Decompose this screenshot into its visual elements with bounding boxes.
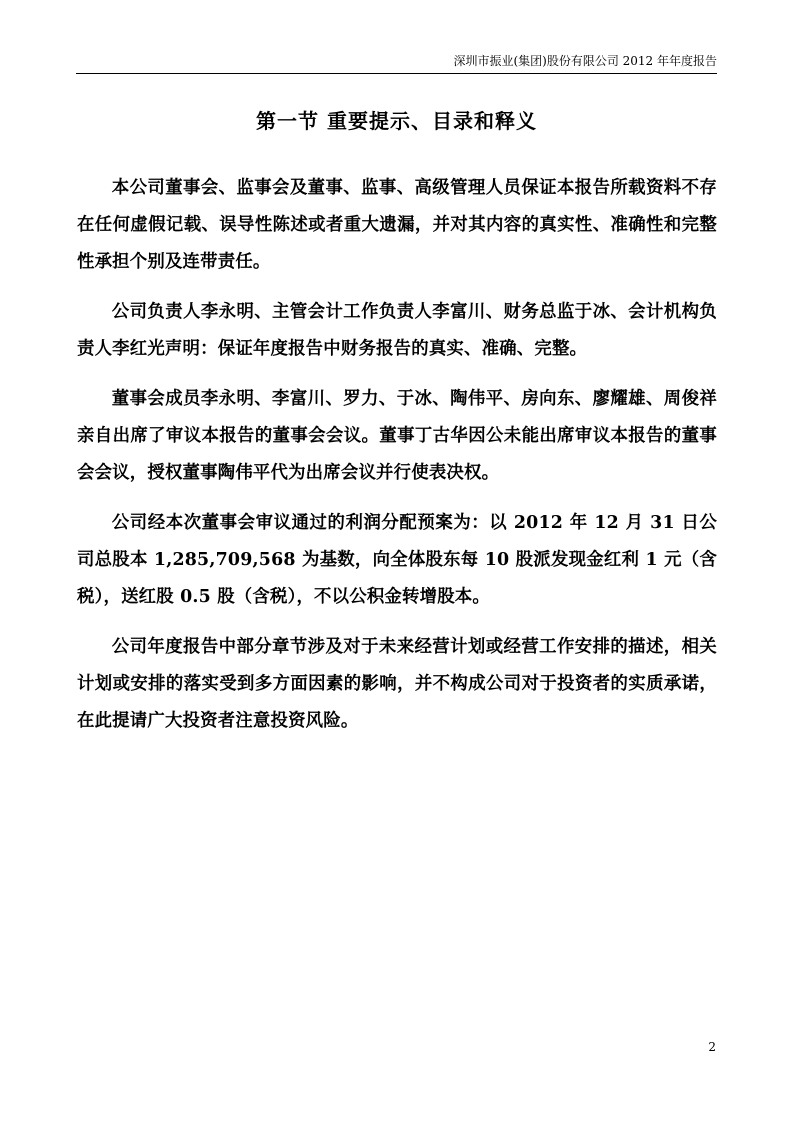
paragraph-financial-declaration: 公司负责人李永明、主管会计工作负责人李富川、财务总监于冰、会计机构负责人李红光声明：保证年度报告中财务报告的真实、准确、完整。	[77, 302, 717, 359]
paragraph-risk-warning: 公司年度报告中部分章节涉及对于未来经营计划或经营工作安排的描述，相关计划或安排的落实受到多方面因素的影响，并不构成公司对于投资者的实质承诺，在此提请广大投资者注意投资风险。	[77, 637, 717, 731]
paragraph-responsibility-statement: 本公司董事会、监事会及董事、监事、高级管理人员保证本报告所载资料不存在任何虚假记载、误导性陈述或者重大遗漏，并对其内容的真实性、准确性和完整性承担个别及连带责任。	[77, 178, 717, 272]
header-divider	[76, 73, 717, 74]
running-header: 深圳市振业(集团)股份有限公司 2012 年年度报告	[453, 54, 717, 68]
page-number: 2	[708, 1040, 716, 1054]
paragraph-profit-distribution: 公司经本次董事会审议通过的利润分配预案为：以 2012 年 12 月 31 日公司总股本 1,285,709,568 为基数，向全体股东每 10 股派发现金红利 1 元（含税），送红股 0.5 股（含税），不以公积金转增股本。	[77, 513, 717, 607]
section-title: 第一节 重要提示、目录和释义	[256, 109, 537, 133]
paragraph-board-attendance: 董事会成员李永明、李富川、罗力、于冰、陶伟平、房向东、廖耀雄、周俊祥亲自出席了审议本报告的董事会会议。董事丁古华因公未能出席审议本报告的董事会会议，授权董事陶伟平代为出席会议并行使表决权。	[77, 389, 717, 483]
document-body	[77, 170, 717, 753]
